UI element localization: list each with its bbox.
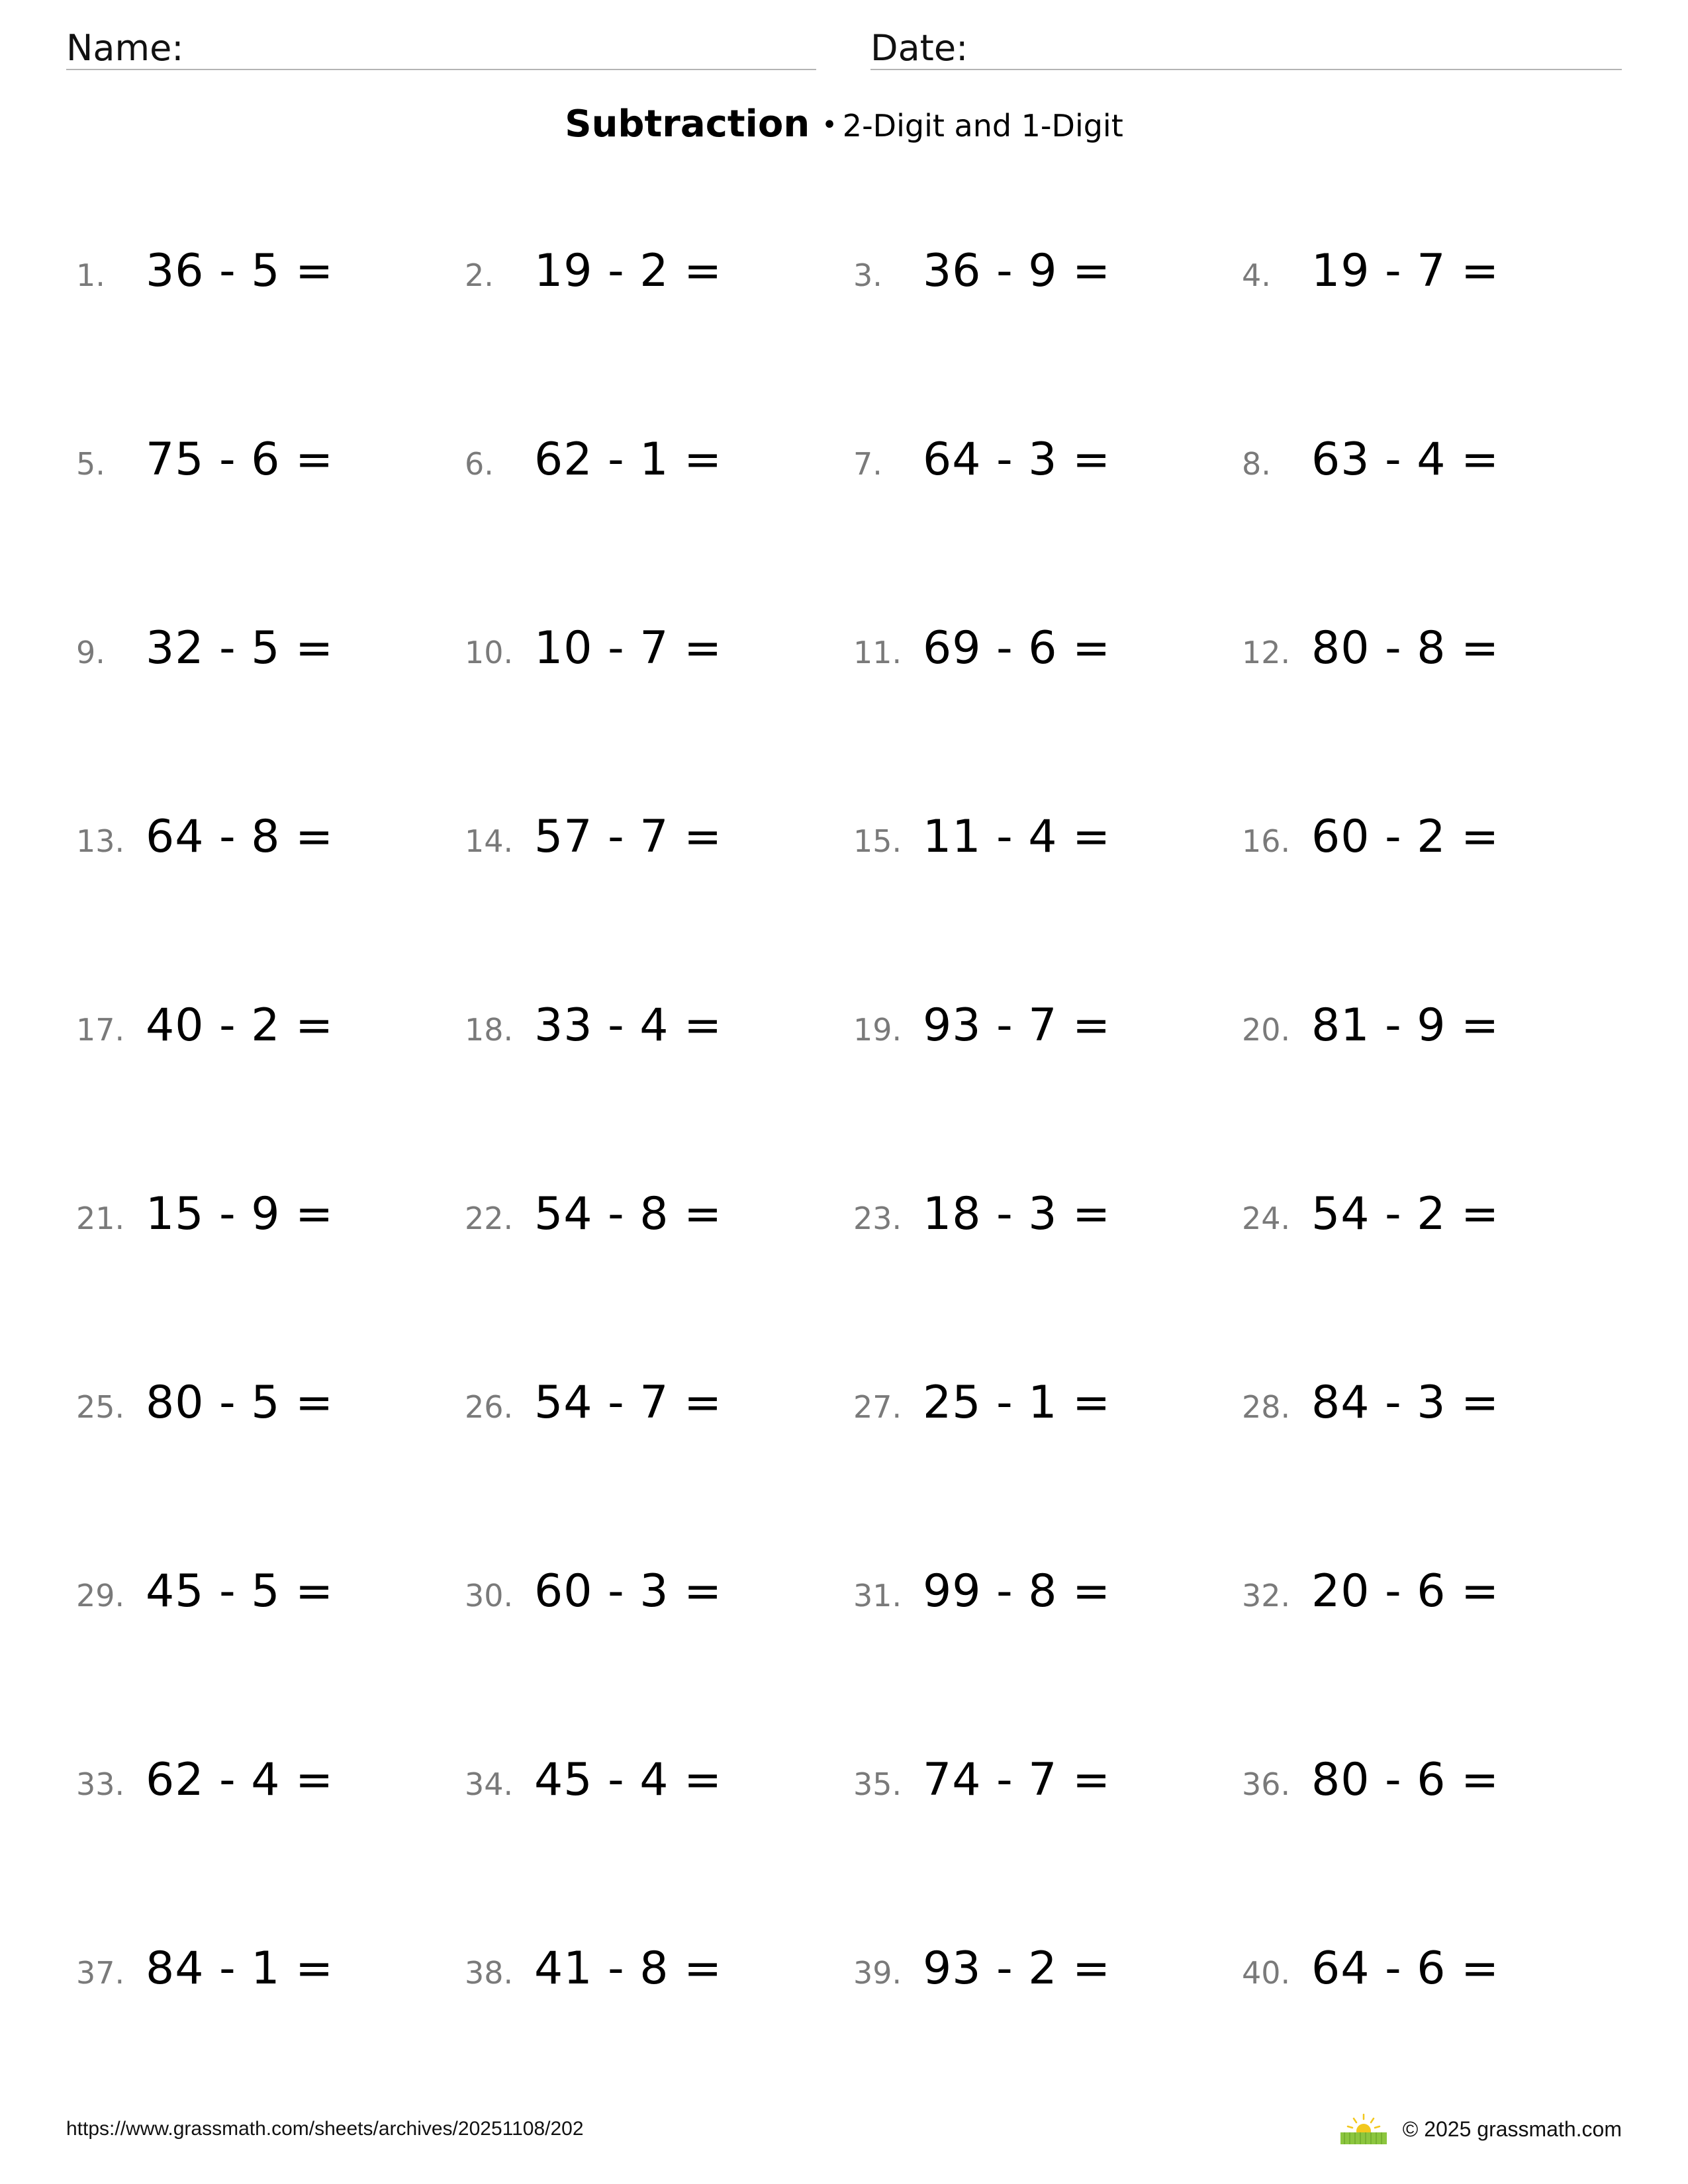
problem-item bbox=[853, 433, 1242, 493]
problem-number: 35. bbox=[853, 1766, 902, 1802]
problem-number: 3. bbox=[853, 257, 882, 293]
problem-expression: 84 - 1 = bbox=[146, 1942, 334, 1995]
problem-grid bbox=[76, 245, 1625, 2131]
problem-item bbox=[465, 245, 853, 304]
problem-expression: 36 - 5 = bbox=[146, 245, 334, 297]
problem-number: 21. bbox=[76, 1201, 125, 1236]
problem-expression: 19 - 7 = bbox=[1311, 245, 1500, 297]
problem-expression: 45 - 5 = bbox=[146, 1565, 334, 1617]
problem-number: 31. bbox=[853, 1578, 902, 1614]
problem-number: 28. bbox=[1242, 1389, 1291, 1425]
problem-number: 6. bbox=[465, 446, 494, 482]
problem-expression: 93 - 7 = bbox=[923, 999, 1111, 1052]
problem-expression: 25 - 1 = bbox=[923, 1377, 1111, 1429]
problem-item bbox=[1242, 1188, 1630, 1248]
grass-sun-logo-icon bbox=[1339, 2113, 1388, 2146]
problem-item bbox=[465, 1188, 853, 1248]
date-field[interactable] bbox=[870, 24, 1622, 70]
problem-expression: 57 - 7 = bbox=[534, 811, 723, 863]
problem-number: 17. bbox=[76, 1012, 125, 1048]
problem-expression: 11 - 4 = bbox=[923, 811, 1111, 863]
problem-number: 37. bbox=[76, 1955, 125, 1991]
problem-number: 16. bbox=[1242, 823, 1291, 859]
problem-expression: 93 - 2 = bbox=[923, 1942, 1111, 1995]
problem-number: 34. bbox=[465, 1766, 514, 1802]
problem-number: 15. bbox=[853, 823, 902, 859]
problem-number: 32. bbox=[1242, 1578, 1291, 1614]
problem-number: 19. bbox=[853, 1012, 902, 1048]
problem-expression: 10 - 7 = bbox=[534, 622, 723, 674]
problem-expression: 54 - 8 = bbox=[534, 1188, 723, 1240]
problem-expression: 64 - 3 = bbox=[923, 433, 1111, 486]
problem-item bbox=[465, 999, 853, 1059]
problem-expression: 80 - 6 = bbox=[1311, 1754, 1500, 1806]
problem-expression: 80 - 5 = bbox=[146, 1377, 334, 1429]
problem-expression: 15 - 9 = bbox=[146, 1188, 334, 1240]
problem-item bbox=[465, 433, 853, 493]
problem-number: 25. bbox=[76, 1389, 125, 1425]
problem-number: 12. bbox=[1242, 635, 1291, 670]
problem-expression: 64 - 8 = bbox=[146, 811, 334, 863]
problem-item bbox=[853, 1565, 1242, 1625]
problem-number: 38. bbox=[465, 1955, 514, 1991]
problem-expression: 40 - 2 = bbox=[146, 999, 334, 1052]
problem-expression: 62 - 1 = bbox=[534, 433, 723, 486]
problem-number: 10. bbox=[465, 635, 514, 670]
problem-expression: 19 - 2 = bbox=[534, 245, 723, 297]
problem-expression: 74 - 7 = bbox=[923, 1754, 1111, 1806]
problem-number: 1. bbox=[76, 257, 105, 293]
problem-number: 14. bbox=[465, 823, 514, 859]
problem-number: 24. bbox=[1242, 1201, 1291, 1236]
problem-item bbox=[76, 1188, 465, 1248]
problem-item bbox=[1242, 622, 1630, 682]
problem-item bbox=[76, 999, 465, 1059]
problem-expression: 62 - 4 = bbox=[146, 1754, 334, 1806]
problem-number: 9. bbox=[76, 635, 105, 670]
problem-expression: 63 - 4 = bbox=[1311, 433, 1500, 486]
name-label: Name: bbox=[66, 27, 184, 69]
problem-item bbox=[465, 1942, 853, 2002]
footer-copyright: © 2025 grassmath.com bbox=[1402, 2116, 1622, 2141]
problem-expression: 64 - 6 = bbox=[1311, 1942, 1500, 1995]
problem-expression: 45 - 4 = bbox=[534, 1754, 723, 1806]
problem-item bbox=[853, 999, 1242, 1059]
problem-item bbox=[76, 1942, 465, 2002]
problem-item bbox=[853, 622, 1242, 682]
problem-expression: 69 - 6 = bbox=[923, 622, 1111, 674]
name-field[interactable] bbox=[66, 24, 816, 70]
footer-url: https://www.grassmath.com/sheets/archives/20251108/202 bbox=[66, 2118, 584, 2140]
title-separator: • bbox=[821, 110, 837, 140]
problem-number: 5. bbox=[76, 446, 105, 482]
problem-item bbox=[76, 622, 465, 682]
problem-number: 8. bbox=[1242, 446, 1271, 482]
footer-branding bbox=[1339, 2113, 1622, 2146]
problem-expression: 60 - 2 = bbox=[1311, 811, 1500, 863]
problem-item bbox=[853, 1188, 1242, 1248]
problem-expression: 54 - 2 = bbox=[1311, 1188, 1500, 1240]
problem-item bbox=[1242, 245, 1630, 304]
worksheet-heading bbox=[0, 103, 1688, 146]
problem-expression: 99 - 8 = bbox=[923, 1565, 1111, 1617]
problem-item bbox=[1242, 999, 1630, 1059]
problem-expression: 75 - 6 = bbox=[146, 433, 334, 486]
problem-number: 2. bbox=[465, 257, 494, 293]
problem-expression: 80 - 8 = bbox=[1311, 622, 1500, 674]
problem-expression: 32 - 5 = bbox=[146, 622, 334, 674]
problem-item bbox=[465, 1565, 853, 1625]
problem-item bbox=[465, 1754, 853, 1813]
problem-item bbox=[76, 1565, 465, 1625]
problem-number: 23. bbox=[853, 1201, 902, 1236]
problem-number: 18. bbox=[465, 1012, 514, 1048]
problem-item bbox=[853, 811, 1242, 870]
problem-number: 36. bbox=[1242, 1766, 1291, 1802]
problem-expression: 41 - 8 = bbox=[534, 1942, 723, 1995]
problem-item bbox=[465, 622, 853, 682]
problem-number: 7. bbox=[853, 446, 882, 482]
problem-item bbox=[1242, 1942, 1630, 2002]
problem-expression: 36 - 9 = bbox=[923, 245, 1111, 297]
problem-item bbox=[1242, 811, 1630, 870]
problem-number: 33. bbox=[76, 1766, 125, 1802]
problem-item bbox=[853, 1754, 1242, 1813]
problem-item bbox=[76, 433, 465, 493]
problem-expression: 60 - 3 = bbox=[534, 1565, 723, 1617]
problem-item bbox=[76, 1754, 465, 1813]
problem-expression: 18 - 3 = bbox=[923, 1188, 1111, 1240]
problem-number: 22. bbox=[465, 1201, 514, 1236]
problem-number: 4. bbox=[1242, 257, 1271, 293]
problem-item bbox=[76, 245, 465, 304]
problem-item bbox=[1242, 1754, 1630, 1813]
problem-item bbox=[1242, 1565, 1630, 1625]
problem-number: 29. bbox=[76, 1578, 125, 1614]
worksheet-title: Subtraction bbox=[565, 103, 810, 146]
problem-number: 30. bbox=[465, 1578, 514, 1614]
problem-item bbox=[76, 1377, 465, 1436]
problem-item bbox=[853, 1942, 1242, 2002]
problem-item bbox=[853, 245, 1242, 304]
problem-expression: 54 - 7 = bbox=[534, 1377, 723, 1429]
problem-number: 27. bbox=[853, 1389, 902, 1425]
problem-item bbox=[1242, 1377, 1630, 1436]
problem-number: 20. bbox=[1242, 1012, 1291, 1048]
date-label: Date: bbox=[870, 27, 968, 69]
problem-expression: 33 - 4 = bbox=[534, 999, 723, 1052]
problem-item bbox=[465, 1377, 853, 1436]
problem-expression: 20 - 6 = bbox=[1311, 1565, 1500, 1617]
problem-expression: 81 - 9 = bbox=[1311, 999, 1500, 1052]
problem-number: 39. bbox=[853, 1955, 902, 1991]
problem-number: 26. bbox=[465, 1389, 514, 1425]
problem-item bbox=[1242, 433, 1630, 493]
problem-number: 11. bbox=[853, 635, 902, 670]
problem-item bbox=[853, 1377, 1242, 1436]
problem-number: 13. bbox=[76, 823, 125, 859]
worksheet-subtitle: 2-Digit and 1-Digit bbox=[842, 108, 1123, 144]
problem-expression: 84 - 3 = bbox=[1311, 1377, 1500, 1429]
problem-item bbox=[76, 811, 465, 870]
problem-item bbox=[465, 811, 853, 870]
problem-number: 40. bbox=[1242, 1955, 1291, 1991]
